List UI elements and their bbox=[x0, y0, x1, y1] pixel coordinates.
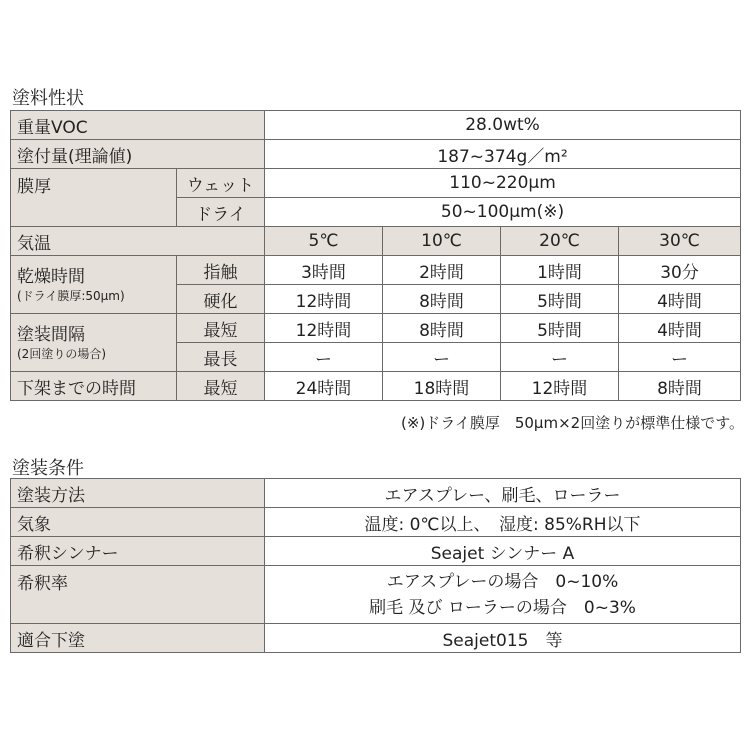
method-value: エアスプレー、刷毛、ローラー bbox=[265, 479, 741, 508]
interval-min-5: 12時間 bbox=[265, 314, 383, 343]
voc-label: 重量VOC bbox=[11, 111, 265, 140]
interval-max-20: ー bbox=[501, 343, 619, 372]
interval-min-label: 最短 bbox=[177, 314, 265, 343]
drying-touch-row bbox=[11, 256, 741, 285]
drying-touch-10: 2時間 bbox=[383, 256, 501, 285]
film-wet-value: 110~220μm bbox=[265, 169, 741, 198]
coat-value: 187~374g／m² bbox=[265, 140, 741, 169]
film-wet-row bbox=[11, 169, 741, 198]
primer-value: Seajet015 等 bbox=[265, 624, 741, 653]
interval-max-10: ー bbox=[383, 343, 501, 372]
drying-sublabel: (ドライ膜厚:50μm) bbox=[17, 288, 125, 303]
weather-row bbox=[11, 508, 741, 537]
undock-30: 8時間 bbox=[619, 372, 741, 401]
temp-label: 気温 bbox=[11, 227, 265, 256]
temp-col-5: 5℃ bbox=[265, 227, 383, 256]
undock-row bbox=[11, 372, 741, 401]
undock-20: 12時間 bbox=[501, 372, 619, 401]
drying-hard-10: 8時間 bbox=[383, 285, 501, 314]
ratio-row bbox=[11, 566, 741, 624]
interval-max-30: ー bbox=[619, 343, 741, 372]
ratio-line-brush: 刷毛 及び ローラーの場合 0~3% bbox=[369, 597, 636, 618]
interval-label-cell bbox=[11, 314, 177, 372]
film-wet-label: ウェット bbox=[177, 169, 265, 198]
temp-col-30: 30℃ bbox=[619, 227, 741, 256]
voc-row bbox=[11, 111, 741, 140]
drying-touch-label: 指触 bbox=[177, 256, 265, 285]
interval-label: 塗装間隔 bbox=[17, 324, 85, 345]
drying-hard-30: 4時間 bbox=[619, 285, 741, 314]
drying-touch-5: 3時間 bbox=[265, 256, 383, 285]
interval-min-30: 4時間 bbox=[619, 314, 741, 343]
primer-label: 適合下塗 bbox=[11, 624, 265, 653]
undock-5: 24時間 bbox=[265, 372, 383, 401]
thinner-row bbox=[11, 537, 741, 566]
coat-label: 塗付量(理論値) bbox=[11, 140, 265, 169]
temp-row bbox=[11, 227, 741, 256]
voc-value: 28.0wt% bbox=[265, 111, 741, 140]
application-conditions-table bbox=[10, 478, 741, 653]
film-dry-label: ドライ bbox=[177, 198, 265, 227]
temp-col-10: 10℃ bbox=[383, 227, 501, 256]
weather-label: 気象 bbox=[11, 508, 265, 537]
drying-hard-label: 硬化 bbox=[177, 285, 265, 314]
film-label: 膜厚 bbox=[11, 169, 177, 227]
drying-label-cell bbox=[11, 256, 177, 314]
ratio-line-spray: エアスプレーの場合 0~10% bbox=[386, 571, 619, 592]
section-title-paint-properties: 塗料性状 bbox=[12, 88, 84, 109]
dry-film-note: (※)ドライ膜厚 50μm×2回塗りが標準仕様です。 bbox=[401, 414, 744, 432]
weather-value: 温度: 0℃以上、 湿度: 85%RH以下 bbox=[265, 508, 741, 537]
method-row bbox=[11, 479, 741, 508]
primer-row bbox=[11, 624, 741, 653]
method-label: 塗装方法 bbox=[11, 479, 265, 508]
drying-label: 乾燥時間 bbox=[17, 266, 85, 287]
interval-sublabel: (2回塗りの場合) bbox=[17, 346, 106, 361]
thinner-value: Seajet シンナー A bbox=[265, 537, 741, 566]
paint-properties-table bbox=[10, 110, 741, 401]
undock-min-label: 最短 bbox=[177, 372, 265, 401]
drying-touch-30: 30分 bbox=[619, 256, 741, 285]
drying-hard-5: 12時間 bbox=[265, 285, 383, 314]
interval-min-row bbox=[11, 314, 741, 343]
undock-10: 18時間 bbox=[383, 372, 501, 401]
undock-label: 下架までの時間 bbox=[11, 372, 177, 401]
section-title-application-conditions: 塗装条件 bbox=[12, 458, 84, 479]
coat-row bbox=[11, 140, 741, 169]
temp-col-20: 20℃ bbox=[501, 227, 619, 256]
ratio-label: 希釈率 bbox=[11, 566, 265, 624]
interval-max-label: 最長 bbox=[177, 343, 265, 372]
interval-min-20: 5時間 bbox=[501, 314, 619, 343]
drying-touch-20: 1時間 bbox=[501, 256, 619, 285]
drying-hard-20: 5時間 bbox=[501, 285, 619, 314]
interval-min-10: 8時間 bbox=[383, 314, 501, 343]
thinner-label: 希釈シンナー bbox=[11, 537, 265, 566]
ratio-value-cell bbox=[265, 566, 741, 624]
interval-max-5: ー bbox=[265, 343, 383, 372]
film-dry-value: 50~100μm(※) bbox=[265, 198, 741, 227]
